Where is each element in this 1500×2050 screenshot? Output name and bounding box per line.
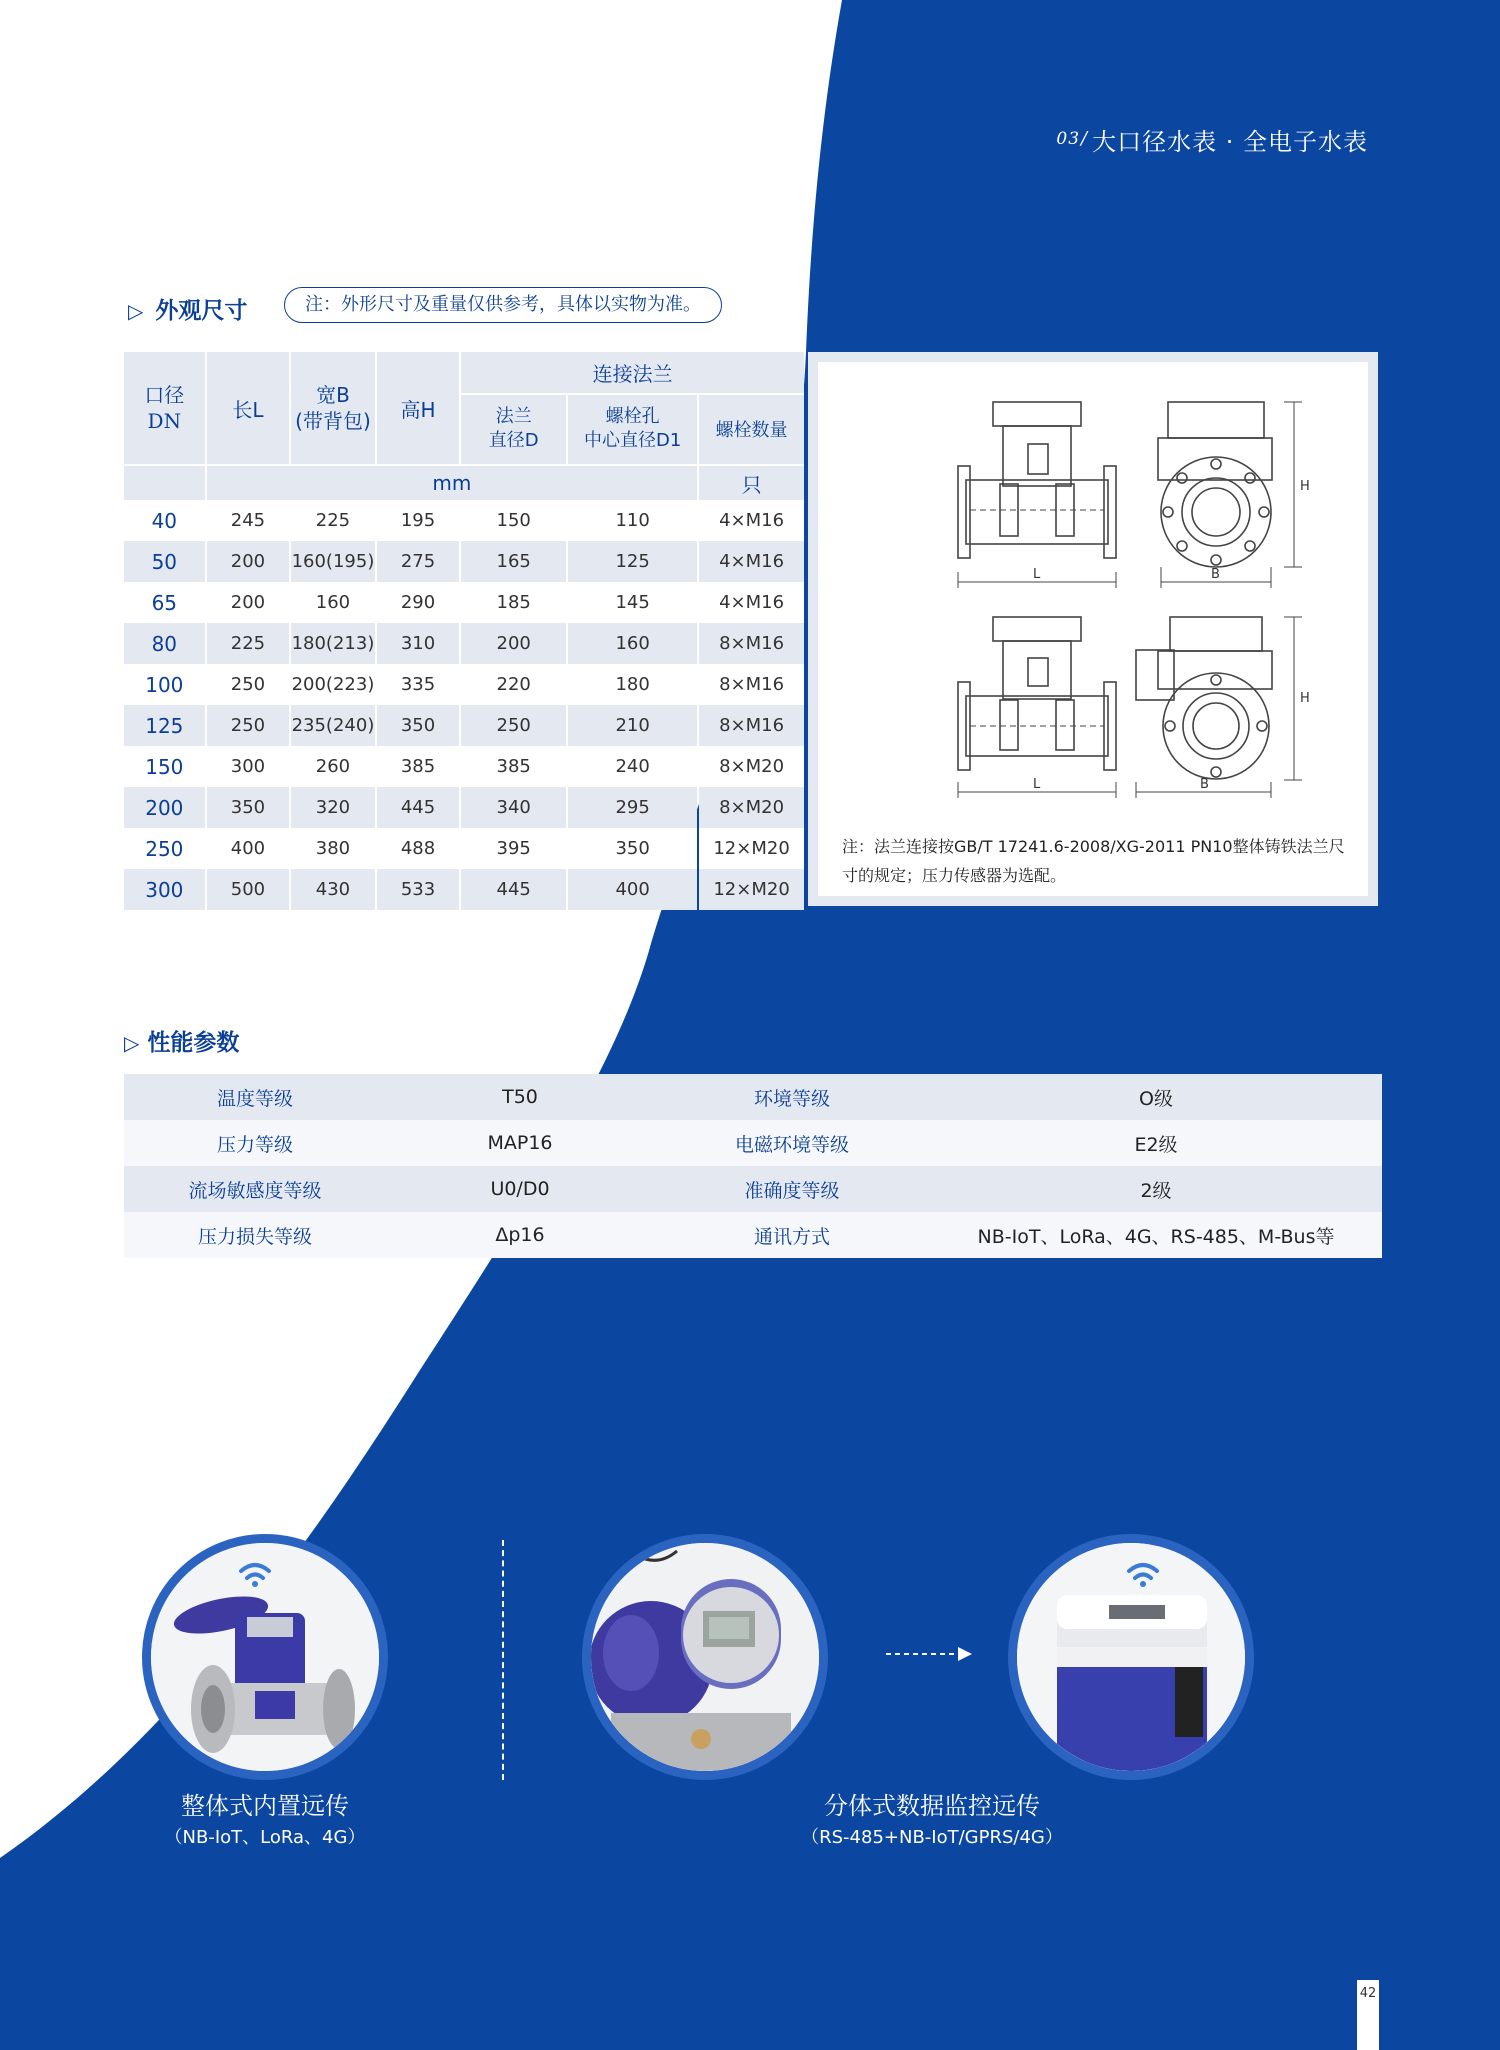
header-unit-blank <box>124 464 205 500</box>
integrated-caption <box>142 1786 388 1849</box>
triangle-filled-icon: ▶ <box>128 1456 142 1477</box>
drawing-note: 注：法兰连接按GB/T 17241.6-2008/XG-2011 PN10整体铸铁法兰尺寸的规定；压力传感器为选配。 <box>842 837 1345 885</box>
header-length: 长L <box>207 352 290 464</box>
chapter-title: 大口径水表 · 全电子水表 <box>1092 128 1368 156</box>
table-row: 125 250 235(240) 350 250 210 8×M16 <box>124 705 804 746</box>
slash: / <box>1081 128 1089 149</box>
table-row: 40 245 225 195 150 110 4×M16 <box>124 500 804 541</box>
dim-label-l: L <box>1033 567 1041 582</box>
table-row: 200 350 320 445 340 295 8×M20 <box>124 787 804 828</box>
header-flange-diameter: 法兰 直径D <box>461 395 566 464</box>
table-row: 250 400 380 488 395 350 12×M20 <box>124 828 804 869</box>
table-row: 流场敏感度等级 U0/D0 准确度等级 2级 <box>124 1166 1382 1212</box>
table-row: 50 200 160(195) 275 165 125 4×M16 <box>124 541 804 582</box>
split-caption <box>732 1786 1132 1849</box>
performance-title-text: 性能参数 <box>147 1030 240 1056</box>
split-meter-image <box>582 1534 828 1780</box>
dimensions-title-text: 外观尺寸 <box>155 298 248 324</box>
collector-box-image <box>1008 1534 1254 1780</box>
page-header <box>1056 122 1368 157</box>
chapter-number: 03 <box>1056 129 1081 149</box>
dim-label-b: B <box>1211 567 1220 582</box>
performance-table <box>124 1074 1382 1258</box>
header-bolt-count: 螺栓数量 <box>699 395 804 464</box>
remote-section-title <box>128 1446 246 1479</box>
header-dn: 口径 DN <box>124 352 205 464</box>
integrated-caption-subtitle: （NB-IoT、LoRa、4G） <box>164 1827 366 1848</box>
table-row: 150 300 260 385 385 240 8×M20 <box>124 746 804 787</box>
split-caption-title: 分体式数据监控远传 <box>824 1792 1040 1820</box>
table-row: 压力损失等级 Δp16 通讯方式 NB-IoT、LoRa、4G、RS-485、M-Bus等 <box>124 1212 1382 1258</box>
performance-section-title <box>124 1024 239 1057</box>
header-unit-mm: mm <box>207 464 698 500</box>
table-row: 温度等级 T50 环境等级 O级 <box>124 1074 1382 1120</box>
header-flange-group: 连接法兰 <box>461 352 804 395</box>
integrated-meter-image <box>142 1534 388 1780</box>
dimensions-section-title <box>128 292 247 325</box>
drawing-panel <box>808 352 1378 906</box>
dim-label-b-2: B <box>1200 777 1209 792</box>
integrated-caption-title: 整体式内置远传 <box>181 1792 349 1820</box>
remote-title-text: 数据远传 <box>153 1452 246 1478</box>
triangle-outline-icon: ▷ <box>124 1031 140 1055</box>
table-row: 80 225 180(213) 310 200 160 8×M16 <box>124 623 804 664</box>
table-row: 65 200 160 290 185 145 4×M16 <box>124 582 804 623</box>
header-width: 宽B (带背包) <box>291 352 374 464</box>
table-row: 压力等级 MAP16 电磁环境等级 E2级 <box>124 1120 1382 1166</box>
split-caption-subtitle: （RS-485+NB-IoT/GPRS/4G） <box>801 1827 1063 1848</box>
triangle-outline-icon: ▷ <box>128 299 144 323</box>
header-bolt-hole: 螺栓孔 中心直径D1 <box>568 395 697 464</box>
drawing-canvas <box>818 362 1368 896</box>
dim-label-h: H <box>1300 479 1310 494</box>
header-height: 高H <box>377 352 460 464</box>
table-row: 100 250 200(223) 335 220 180 8×M16 <box>124 664 804 705</box>
dimensions-note: 注：外形尺寸及重量仅供参考，具体以实物为准。 <box>284 287 722 323</box>
arrow-right-icon <box>886 1644 976 1664</box>
page-number: 42 <box>1357 1980 1379 2050</box>
dim-label-h-2: H <box>1300 691 1310 706</box>
table-row: 300 500 430 533 445 400 12×M20 <box>124 869 804 910</box>
section-divider <box>502 1540 504 1780</box>
dim-label-l-2: L <box>1033 777 1041 792</box>
header-unit-pcs: 只 <box>699 464 804 500</box>
dimensions-table <box>122 352 806 910</box>
technical-drawing <box>818 362 1368 822</box>
dimensions-table-wrap <box>122 352 806 910</box>
